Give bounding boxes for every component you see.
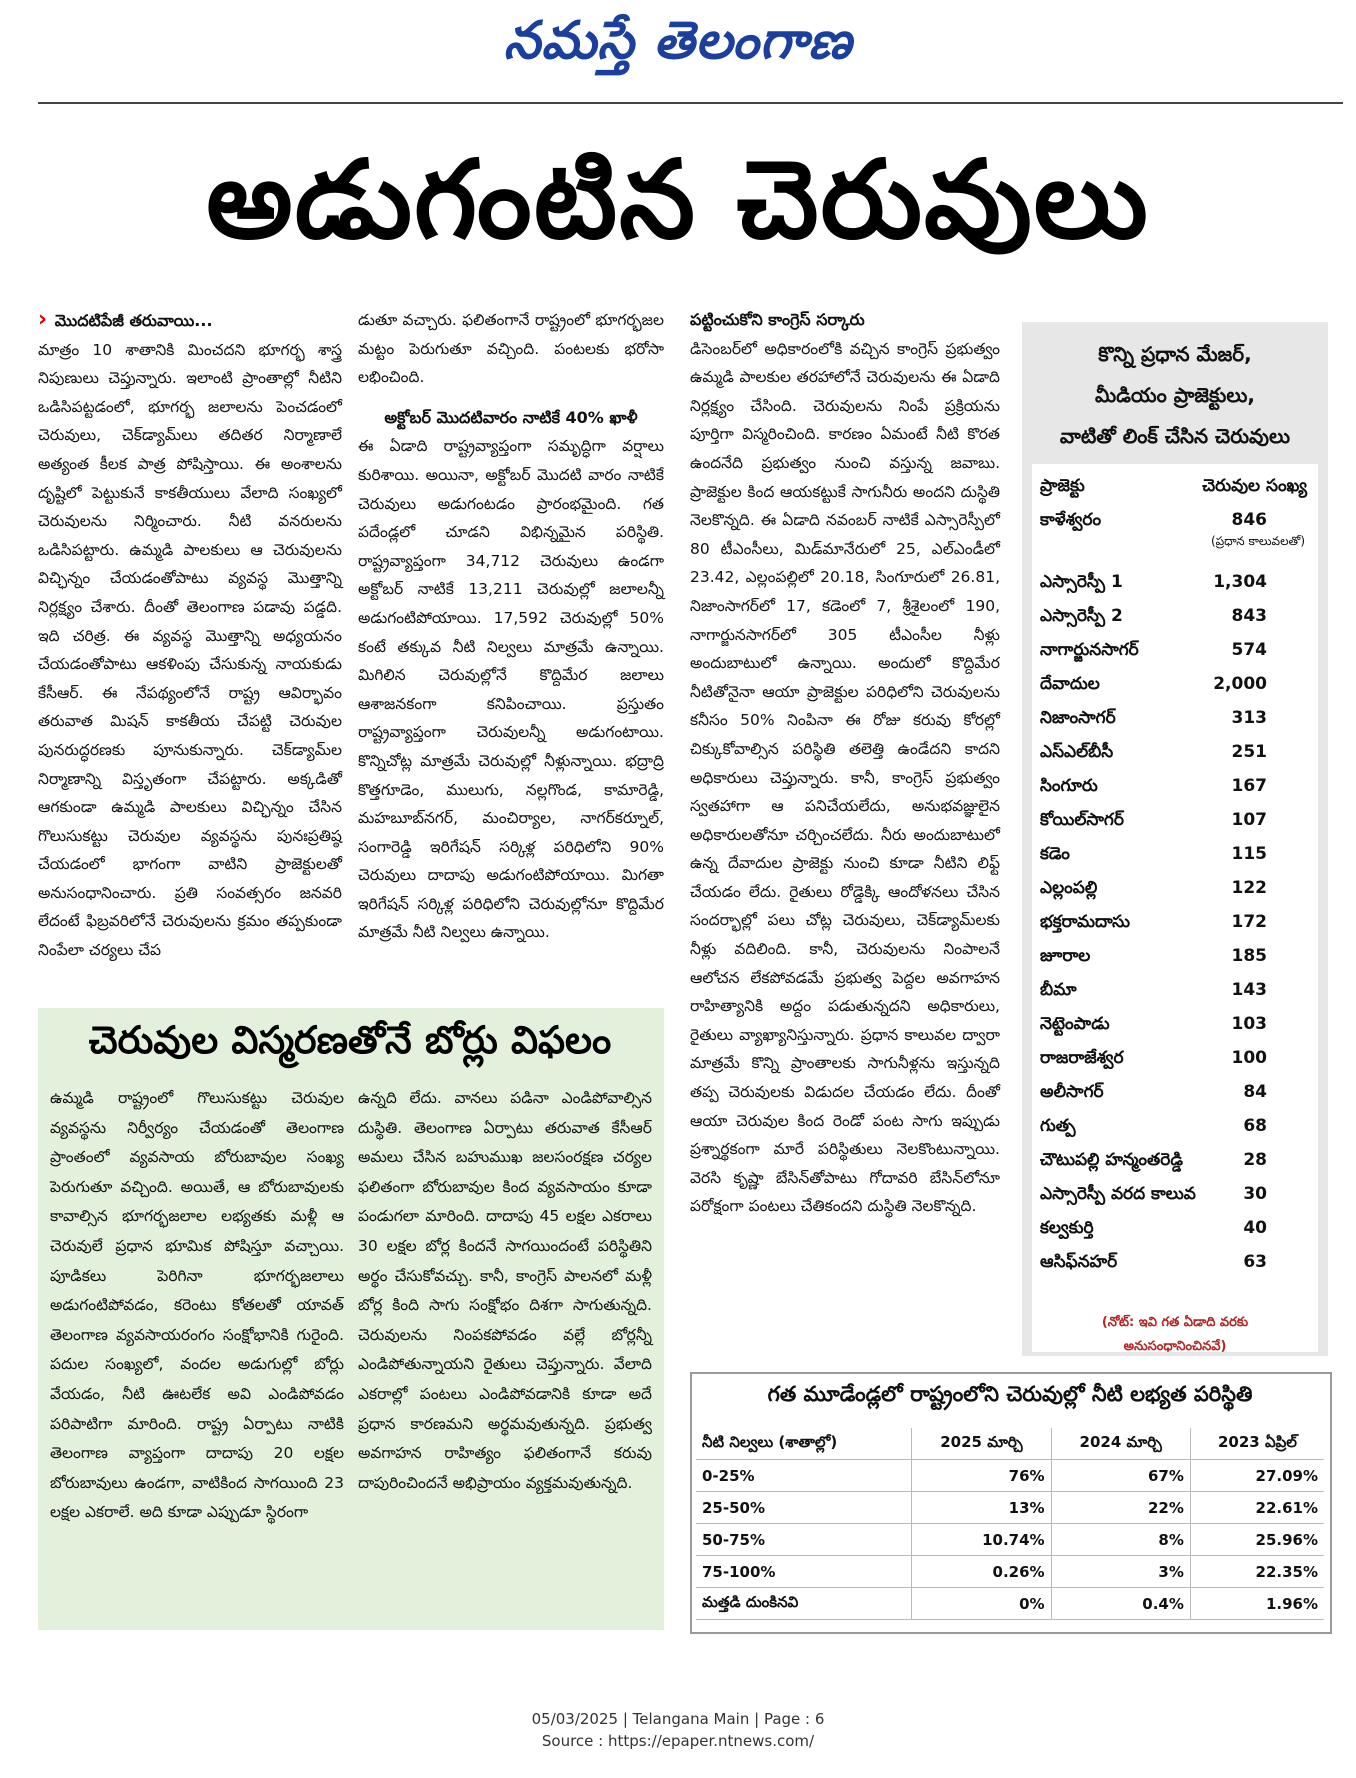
project-pond-count: 251 [1231, 742, 1267, 762]
project-pond-count: 172 [1231, 912, 1267, 932]
project-row [1040, 980, 1315, 1010]
borewell-sidebar-title: చెరువుల విస్మరణతోనే బోర్లు విఫలం [88, 1018, 612, 1062]
water-table-cell: 27.09% [1190, 1460, 1324, 1492]
project-row [1040, 1116, 1315, 1146]
projects-title-line: వాటితో లింక్ చేసిన చెరువులు [1059, 424, 1291, 448]
project-row [1040, 776, 1315, 806]
footer-source-line: Source : https://epaper.ntnews.com/ [541, 1732, 815, 1750]
project-pond-count: 574 [1231, 640, 1267, 660]
project-row [1040, 1014, 1315, 1044]
column-1 [38, 306, 342, 965]
water-table-cell: 22% [1051, 1492, 1190, 1524]
water-table-header: 2024 మార్చి [1051, 1428, 1190, 1460]
borewell-column-b: ఉన్నది లేదు. వానలు పడినా ఎండిపోవాల్సిన దుస్థితి. తెలంగాణ ఏర్పాటు తరువాత కేసీఆర్ అమలు చేసిన బహుముఖ జలసంరక్షణ చర్యల ఫలితంగా బోరుబావుల కింద వ్యవసాయం కూడా పండుగలా మారింది. దాదాపు 45 లక్షల ఎకరాలు 30 లక్షల బోర్ల కిందనే సాగయిందంటే పరిస్థితిని అర్థం చేసుకోవచ్చు. కానీ, కాంగ్రెస్ పాలనలో మళ్లీ బోర్ల కింది సాగు సంక్షోభం దిశగా సాగుతున్నది. చెరువులను నింపకపోవడం వల్లే బోర్లన్నీ ఎండిపోతున్నాయని రైతులు చెప్తున్నారు. వేలాది ఎకరాల్లో పంటలు ఎండిపోవడానికి కూడా అదే ప్రధాన కారణమని అర్థమవుతున్నది. ప్రభుత్వ అవగాహన రాహిత్యం ఫలితంగానే కరువు దాపురించిందనే అభిప్రాయం వ్యక్తమవుతున్నది. [358, 1089, 652, 1492]
project-pond-count: 68 [1243, 1116, 1267, 1136]
project-pond-count: 846 [1231, 510, 1267, 530]
project-row [1040, 674, 1315, 704]
project-pond-count: 143 [1231, 980, 1267, 1000]
project-pond-count: 28 [1243, 1150, 1267, 1170]
project-name: నాగార్జునసాగర్ [1040, 640, 1139, 660]
footer-date-line: 05/03/2025 | Telangana Main | Page : 6 [531, 1710, 825, 1728]
water-table-cell: మత్తడి దుంకినవి [696, 1588, 912, 1620]
project-pond-count: 843 [1231, 606, 1267, 626]
project-name: అలీసాగర్ [1040, 1082, 1104, 1102]
column-2 [358, 306, 664, 947]
project-name: జూరాల [1040, 946, 1091, 966]
water-table-cell: 50-75% [696, 1524, 912, 1556]
project-pond-count: 167 [1231, 776, 1267, 796]
project-name: ఆసిఫ్‌నహర్ [1040, 1252, 1118, 1272]
project-name: ఎస్సారెస్పీ 1 [1040, 572, 1123, 592]
column-2-body-1: డుతూ వచ్చారు. ఫలితంగానే రాష్ట్రంలో భూగర్భజల మట్టం పెరుగుతూ వచ్చింది. పంటలకు భరోసా లభించింది. [358, 311, 664, 387]
project-name: కల్వకుర్తి [1040, 1218, 1094, 1238]
column-3-subhead: పట్టించుకోని కాంగ్రెస్ సర్కారు [690, 310, 865, 329]
project-row [1040, 742, 1315, 772]
project-pond-count: 115 [1231, 844, 1267, 864]
project-row [1040, 510, 1315, 548]
project-pond-count: 122 [1231, 878, 1267, 898]
masthead: నమస్తే తెలంగాణ [503, 10, 853, 71]
water-table-title: గత మూడేండ్లలో రాష్ట్రంలోని చెరువుల్లో నీటి లభ్యత పరిస్థితి [767, 1382, 1253, 1406]
count-column-header: చెరువుల సంఖ్య [1202, 476, 1307, 496]
water-table-cell: 22.61% [1190, 1492, 1324, 1524]
project-name: కాళేశ్వరం [1040, 510, 1102, 530]
borewell-column-a: ఉమ్మడి రాష్ట్రంలో గొలుసుకట్టు చెరువుల వ్యవస్థను నిర్వీర్యం చేయడంతో తెలంగాణ ప్రాంతంలో వ్యవసాయ బోరుబావుల సంఖ్య పెరుగుతూ వచ్చింది. అయితే, ఆ బోరుబావులకు కావాల్సిన భూగర్భజలాల లభ్యతకు మళ్లీ ఆ చెరువులే ప్రధాన భూమిక పోషిస్తూ వచ్చాయి. పూడికలు పెరిగినా భూగర్భజలాలు అడుగంటిపోవడం, కరెంటు కోతలతో యావత్ తెలంగాణ వ్యవసాయరంగం సంక్షోభానికి గురైంది. పదుల సంఖ్యలో, వందల అడుగుల్లో బోర్లు వేయడం, నీటి ఊటలేక అవి ఎండిపోవడం పరిపాటిగా మారింది. రాష్ట్ర ఏర్పాటు నాటికి తెలంగాణ వ్యాప్తంగా దాదాపు 20 లక్షల బోరుబావులు ఉండగా, వాటికింద సాగయింది 23 లక్షల ఎకరాలే. అది కూడా ఎప్పుడూ స్థిరంగా [50, 1089, 344, 1522]
projects-note [1032, 1311, 1318, 1359]
water-table-cell: 8% [1051, 1524, 1190, 1556]
project-row [1040, 1048, 1315, 1078]
project-pond-count: 63 [1243, 1252, 1267, 1272]
water-table-cell: 25.96% [1190, 1524, 1324, 1556]
project-name: గుత్ప [1040, 1116, 1076, 1136]
projects-note-line: (నోట్: ఇవి గత ఏడాది వరకు [1101, 1315, 1249, 1330]
project-name: భక్తరామదాసు [1040, 912, 1130, 932]
project-row [1040, 640, 1315, 670]
water-table-header: నీటి నిల్వలు (శాతాల్లో) [696, 1428, 912, 1460]
projects-title-line: మీడియం ప్రాజెక్టులు, [1094, 383, 1256, 407]
project-pond-count: 84 [1243, 1082, 1267, 1102]
water-table-cell: 0.26% [912, 1556, 1051, 1588]
water-table-cell: 0% [912, 1588, 1051, 1620]
project-name: బీమా [1040, 980, 1077, 1000]
project-row [1040, 810, 1315, 840]
project-name: రాజరాజేశ్వర [1040, 1048, 1124, 1068]
water-table-row [696, 1524, 1324, 1556]
project-row [1040, 1252, 1315, 1282]
project-pond-count: 1,304 [1213, 572, 1267, 592]
project-row [1040, 1082, 1315, 1112]
water-table [696, 1428, 1324, 1620]
project-name: చౌటుపల్లి హన్మంతరెడ్డి [1040, 1150, 1183, 1170]
column-3-body: డిసెంబర్‌లో అధికారంలోకి వచ్చిన కాంగ్రెస్ ప్రభుత్వం ఉమ్మడి పాలకుల తరహాలోనే చెరువులను ఈ ఏడాది నిర్లక్ష్యం చేసింది. చెరువులను నింపే ప్రక్రియను పూర్తిగా విస్మరించింది. కారణం ఏమంటే నీటి కొరత ఉందనేది ప్రభుత్వం నుంచి వస్తున్న జవాబు. ప్రాజెక్టుల కింద ఆయకట్టుకే సాగునీరు అందని దుస్థితి నెలకొన్నది. ఈ ఏడాది నవంబర్ నాటికే ఎస్సారెస్పీలో 80 టీఎంసీలు, మిడ్‌మానేరులో 25, ఎల్‌ఎండీలో 23.42, ఎల్లంపల్లిలో 20.18, సింగూరులో 26.81, నిజాంసాగర్‌లో 17, కడెంలో 7, శ్రీశైలంలో 190, నాగార్జునసాగర్‌లో 305 టీఎంసీల నీళ్లు అందుబాటులో ఉన్నాయి. అందులో కొద్దిమేర నీటితోనైనా ఆయా ప్రాజెక్టుల పరిధిలోని చెరువులను కనీసం 50% నింపినా ఈ రోజు కరువు కోరల్లో చిక్కుకోవాల్సిన పరిస్థితి తలెత్తి ఉండేదని కాదని అధికారులు చెప్తున్నారు. కానీ, కాంగ్రెస్ ప్రభుత్వం స్వతహాగా ఆ పనిచేయలేదు, అనుభవజ్ఞులైన అధికారులతోనూ చర్చించలేదు. నీరు అందుబాటులో ఉన్న దేవాదుల ప్రాజెక్టు నుంచి కూడా నీటిని లిఫ్ట్ చేయడం లేదు. రైతులు రోడ్డెక్కి ఆందోళనలు చేసిన సందర్భాల్లో పలు చోట్ల చెరువులు, చెక్‌డ్యామ్‌లకు నీళ్లు వదిలింది. కానీ, చెరువులను నింపాలనే ఆలోచన లేకపోవడమే ప్రభుత్వ పెద్దల అవగాహన రాహిత్యానికి అద్దం పడుతున్నదని అధికారులు, రైతులు వ్యాఖ్యానిస్తున్నారు. ప్రధాన కాలువల ద్వారా మాత్రమే కొన్ని ప్రాంతాలకు సాగునీళ్లను ఇస్తున్నది తప్ప చెరువులకు విడుదల చేయడం లేదు. దీంతో ఆయా చెరువుల కింద రెండో పంట సాగు ఇప్పుడు ప్రశ్నార్థకంగా మారే పరిస్థితులు నెలకొంటున్నాయి. వెరసి కృష్ణా బేసిన్‌తోపాటు గోదావరి బేసిన్‌లోనూ పరోక్షంగా పంటలు చేతికందని దుస్థితి నెలకొన్నది. [690, 339, 1000, 1216]
project-pond-count: 100 [1231, 1048, 1267, 1068]
projects-header [1040, 476, 1315, 506]
project-row [1040, 1218, 1315, 1248]
water-table-row [696, 1460, 1324, 1492]
project-pond-count: 313 [1231, 708, 1267, 728]
project-pond-count: 107 [1231, 810, 1267, 830]
water-table-row [696, 1556, 1324, 1588]
project-pond-count: 103 [1231, 1014, 1267, 1034]
project-column-header: ప్రాజెక్టు [1040, 476, 1085, 496]
water-table-cell: 10.74% [912, 1524, 1051, 1556]
project-pond-count: 2,000 [1213, 674, 1267, 694]
water-table-cell: 0-25% [696, 1460, 912, 1492]
headline: అడుగంటిన చెరువులు [206, 138, 1150, 263]
water-table-cell: 0.4% [1051, 1588, 1190, 1620]
water-table-cell: 3% [1051, 1556, 1190, 1588]
project-row [1040, 844, 1315, 874]
water-table-cell: 75-100% [696, 1556, 912, 1588]
project-row [1040, 1150, 1315, 1180]
project-name: ఎల్లంపల్లి [1040, 878, 1098, 898]
column-1-body: మాత్రం 10 శాతానికి మించదని భూగర్భ శాస్త్ర నిపుణులు చెప్తున్నారు. ఇలాంటి ప్రాంతాల్లో నీటిని ఒడిసిపట్టడంలో, భూగర్భ జలాలను పెంచడంలో చెరువులు, చెక్‌డ్యామ్‌లు తదితర నిర్మాణాలే అత్యంత కీలక పాత్ర పోషిస్తాయి. ఈ అంశాలను దృష్టిలో పెట్టుకునే కాకతీయులు వేలాది సంఖ్యలో చెరువులను నిర్మించారు. నీటి వనరులను ఒడిసిపట్టారు. ఉమ్మడి పాలకులు ఆ చెరువులను విచ్ఛిన్నం చేయడంతోపాటు వ్యవస్థ మొత్తాన్ని నిర్లక్ష్యం చేశారు. దీంతో తెలంగాణ పడావు పడ్డది. ఇది చరిత్ర. ఈ వ్యవస్థ మొత్తాన్ని అధ్యయనం చేయడంతోపాటు ఆకళింపు చేసుకున్న నాయకుడు కేసీఆర్. ఈ నేపథ్యంలోనే రాష్ట్ర ఆవిర్భావం తరువాత మిషన్ కాకతీయ చేపట్టి చెరువుల పునరుద్ధరణకు పూనుకున్నారు. చెక్‌డ్యామ్‌ల నిర్మాణాన్ని విస్తృతంగా చేపట్టారు. అక్కడితో ఆగకుండా ఉమ్మడి పాలకులు విచ్ఛిన్నం చేసిన గొలుసుకట్టు చెరువుల వ్యవస్థను పునఃప్రతిష్ఠ చేయడంలో భాగంగా వాటిని ప్రాజెక్టులతో అనుసంధానించారు. ప్రతి సంవత్సరం జనవరి లేదంటే ఫిబ్రవరిలోనే చెరువులను క్రమం తప్పకుండా నింపేలా చర్యలు చేప [38, 340, 342, 960]
project-subnote: (ప్రధాన కాలువలతో) [1210, 534, 1305, 548]
column-2-body-2: ఈ ఏడాది రాష్ట్రవ్యాప్తంగా సమృద్ధిగా వర్షాలు కురిశాయి. అయినా, అక్టోబర్ మొదటి వారం నాటికే చెరువులు అడుగంటడం ప్రారంభమైంది. గత పదేండ్లలో చూడని విభిన్నమైన పరిస్థితి. రాష్ట్రవ్యాప్తంగా 34,712 చెరువులు ఉండగా అక్టోబర్ నాటికే 13,211 చెరువుల్లో జలాలన్నీ అడుగంటిపోయాయి. 17,592 చెరువుల్లో 50% కంటే తక్కువ నీటి నిల్వలు మాత్రమే ఉన్నాయి. మిగిలిన చెరువుల్లోనే కొద్దిమేర జలాలు ఆశాజనకంగా కనిపించాయి. ప్రస్తుతం రాష్ట్రవ్యాప్తంగా చెరువులన్నీ అడుగంటాయి. కొన్నిచోట్ల మాత్రమే చెరువుల్లో నీళ్లున్నాయి. భద్రాద్రి కొత్తగూడెం, ములుగు, నల్లగొండ, కామారెడ్డి, మహబూబ్‌నగర్, మంచిర్యాల, నాగర్‌కర్నూల్, సంగారెడ్డి ఇరిగేషన్ సర్కిళ్ల పరిధిలోని 90% చెరువులు దాదాపు అడుగంటిపోయాయి. మిగతా ఇరిగేషన్ సర్కిళ్ల పరిధిలోని చెరువుల్లోనూ కొద్దిమేర మాత్రమే నీటి నిల్వలు ఉన్నాయి. [358, 437, 664, 942]
project-name: ఎస్సారెస్పీ వరద కాలువ [1040, 1184, 1196, 1204]
water-table-cell: 1.96% [1190, 1588, 1324, 1620]
column-2-subhead: అక్టోబర్ మొదటివారం నాటికే 40% ఖాళీ [384, 407, 638, 427]
projects-note-line: అనుసంధానించినవే) [1123, 1339, 1227, 1354]
project-row [1040, 572, 1315, 602]
water-table-header-row [696, 1428, 1324, 1460]
column-3 [690, 306, 1000, 1221]
water-table-cell: 76% [912, 1460, 1051, 1492]
water-table-cell: 67% [1051, 1460, 1190, 1492]
project-name: దేవాదుల [1040, 674, 1100, 694]
project-pond-count: 30 [1243, 1184, 1267, 1204]
project-row [1040, 708, 1315, 738]
projects-title-line: కొన్ని ప్రధాన మేజర్, [1098, 342, 1252, 366]
project-row [1040, 912, 1315, 942]
project-name: ఎస్సారెస్పీ 2 [1040, 606, 1123, 626]
water-table-header: 2023 ఏప్రిల్ [1190, 1428, 1324, 1460]
water-table-row [696, 1492, 1324, 1524]
water-table-row [696, 1588, 1324, 1620]
water-table-cell: 25-50% [696, 1492, 912, 1524]
project-name: కడెం [1040, 844, 1070, 864]
project-row [1040, 606, 1315, 636]
project-name: సింగూరు [1040, 776, 1098, 796]
project-name: నెట్టెంపాడు [1040, 1014, 1110, 1034]
masthead-rule [38, 102, 1343, 104]
project-row [1040, 1184, 1315, 1214]
project-name: నిజాంసాగర్ [1040, 708, 1116, 728]
project-name: కోయిల్‌సాగర్ [1040, 810, 1124, 830]
project-pond-count: 185 [1231, 946, 1267, 966]
project-pond-count: 40 [1243, 1218, 1267, 1238]
project-row [1040, 878, 1315, 908]
projects-box-title [1022, 334, 1328, 457]
project-name: ఎస్ఎల్‌బీసీ [1040, 742, 1114, 762]
water-table-header: 2025 మార్చి [912, 1428, 1051, 1460]
project-row [1040, 946, 1315, 976]
water-table-cell: 22.35% [1190, 1556, 1324, 1588]
continuation-label: › మొదటిపేజీ తరువాయి... [38, 306, 342, 336]
water-table-cell: 13% [912, 1492, 1051, 1524]
